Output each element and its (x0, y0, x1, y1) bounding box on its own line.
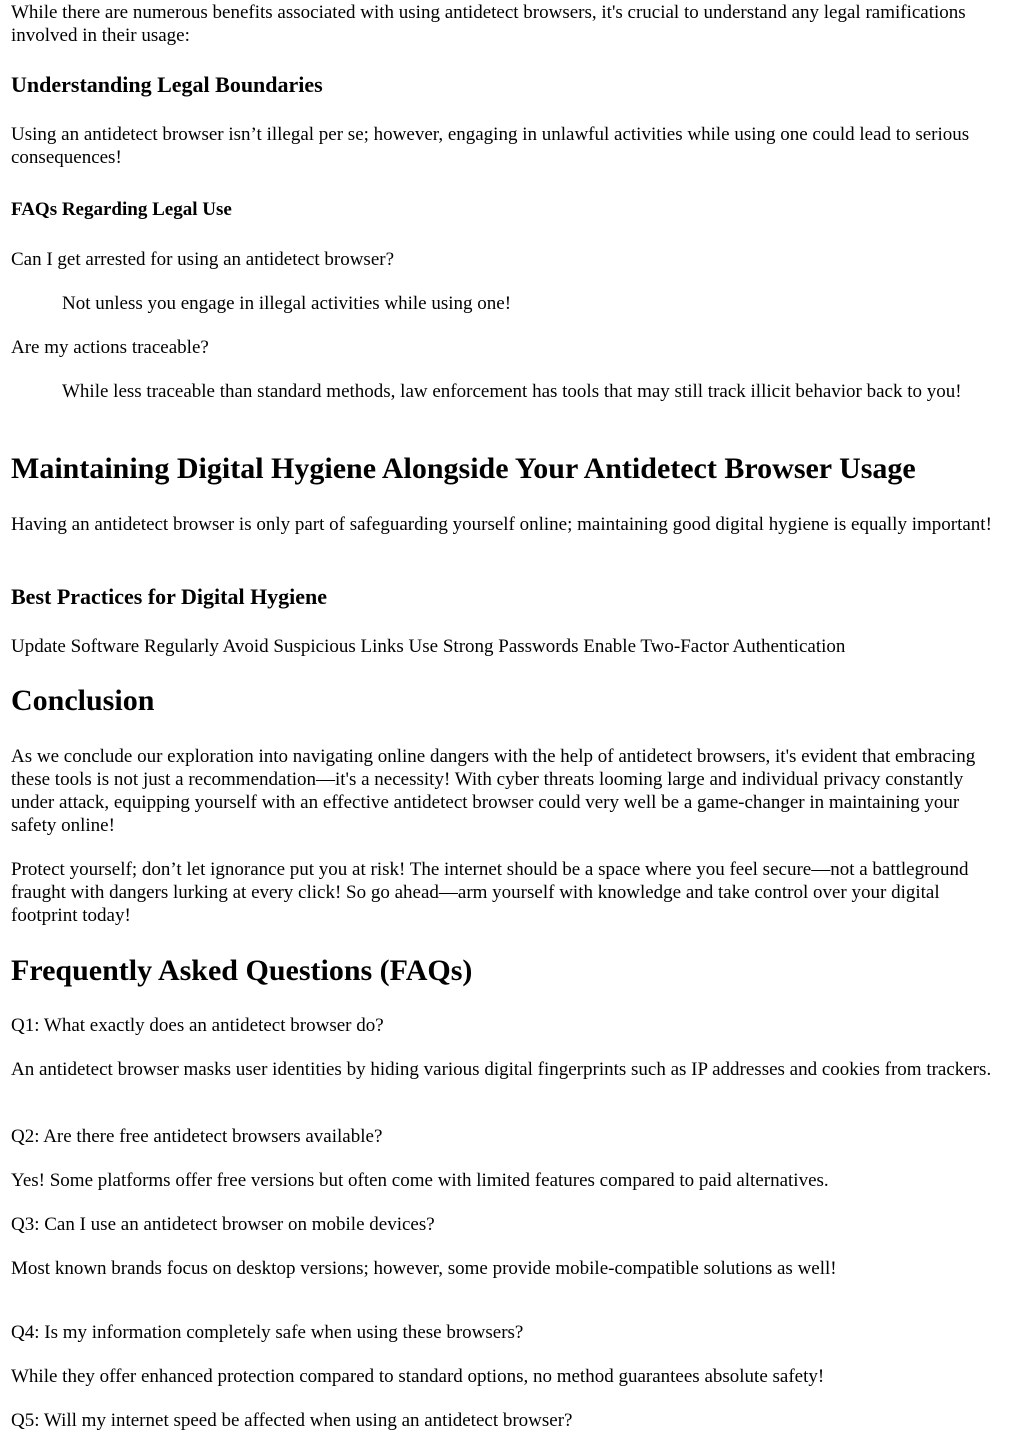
legal-faq-question-2: Are my actions traceable? (11, 337, 209, 358)
hygiene-body-paragraph: Having an antidetect browser is only part of safeguarding yourself online; maintaining good digital hygiene is equally important! (11, 514, 992, 535)
faq-answer-1: An antidetect browser masks user identities by hiding various digital fingerprints such as IP addresses and cookies from trackers. (11, 1059, 992, 1080)
faq-question-3: Q3: Can I use an antidetect browser on mobile devices? (11, 1214, 435, 1235)
conclusion-heading: Conclusion (11, 684, 155, 717)
legal-boundaries-heading: Understanding Legal Boundaries (11, 72, 323, 97)
hygiene-practices-heading: Best Practices for Digital Hygiene (11, 584, 328, 609)
hygiene-practices-list: Update Software Regularly Avoid Suspicious Links Use Strong Passwords Enable Two-Factor Authentication (11, 636, 846, 657)
faq-answer-2: Yes! Some platforms offer free versions but often come with limited features compared to paid alternatives. (11, 1170, 829, 1191)
legal-body-paragraph: Using an antidetect browser isn’t illegal per se; however, engaging in unlawful activities while using one could lead to serious consequences! (11, 124, 970, 168)
legal-faq-heading: FAQs Regarding Legal Use (11, 199, 232, 220)
faq-question-2: Q2: Are there free antidetect browsers available? (11, 1126, 383, 1147)
legal-faq-answer-2: While less traceable than standard methods, law enforcement has tools that may still track illicit behavior back to you! (62, 381, 962, 402)
conclusion-paragraph-2: Protect yourself; don’t let ignorance put you at risk! The internet should be a space where you feel secure—not a battleground fraught with dangers lurking at every click! So go ahead—arm yourself with knowledge and take control over your digital footprint today! (11, 859, 969, 926)
legal-intro-paragraph: While there are numerous benefits associated with using antidetect browsers, it's crucial to understand any legal ramifications involved in their usage: (11, 2, 966, 46)
conclusion-paragraph-1: As we conclude our exploration into navigating online dangers with the help of antidetect browsers, it's evident that embracing these tools is not just a recommendation—it's a necessity! With cyber threats looming large and individual privacy constantly under attack, equipping yourself with an effective antidetect browser could very well be a game-changer in maintaining your safety online! (11, 746, 976, 836)
faq-answer-4: While they offer enhanced protection compared to standard options, no method guarantees absolute safety! (11, 1366, 825, 1387)
faq-question-5: Q5: Will my internet speed be affected when using an antidetect browser? (11, 1410, 573, 1431)
faq-heading: Frequently Asked Questions (FAQs) (11, 954, 473, 987)
hygiene-heading: Maintaining Digital Hygiene Alongside Your Antidetect Browser Usage (11, 452, 916, 485)
faq-question-1: Q1: What exactly does an antidetect browser do? (11, 1015, 384, 1036)
legal-faq-question-1: Can I get arrested for using an antidetect browser? (11, 249, 395, 270)
faq-question-4: Q4: Is my information completely safe when using these browsers? (11, 1322, 524, 1343)
faq-answer-3: Most known brands focus on desktop versions; however, some provide mobile-compatible solutions as well! (11, 1258, 837, 1279)
legal-faq-answer-1: Not unless you engage in illegal activities while using one! (62, 293, 512, 314)
